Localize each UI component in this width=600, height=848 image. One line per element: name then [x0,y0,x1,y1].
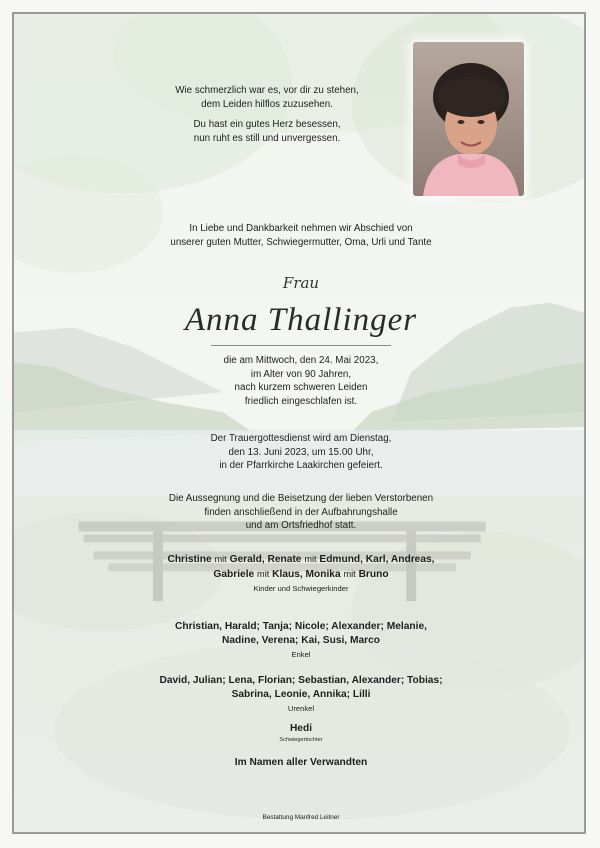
child-name: Gerald, Renate [229,554,302,565]
daughter-in-law-block [14,722,586,744]
child-name: Gabriele [213,569,255,580]
closing-line: Im Namen aller Verwandten [234,757,368,768]
poem-line-2: dem Leiden hilflos zuzusehen. [201,98,333,110]
mit-word: mit [214,554,227,564]
service-line-3: in der Pfarrkirche Laakirchen gefeiert. [219,460,383,471]
death-line-3: nach kurzem schweren Leiden [234,382,368,393]
service-line-1: Der Trauergottesdienst wird am Dienstag, [210,433,392,444]
children-line-1 [14,552,586,567]
death-block [14,354,586,408]
grandchildren-line-1: Christian, Harald; Tanja; Nicole; Alexander; Melanie, [175,621,427,632]
grandchildren-caption: Enkel [291,650,311,659]
daughter-in-law-name: Hedi [289,723,313,734]
poem-line-4: nun ruht es still und unvergessen. [193,132,341,144]
farewell-block [14,222,586,249]
child-name: Klaus, Monika [272,569,341,580]
child-name: Bruno [358,569,389,580]
great-grandchildren-line-2: Sabrina, Leonie, Annika; Lilli [231,689,371,700]
funeral-home-footer: Bestattung Manfred Leitner [262,814,340,821]
mit-word: mit [343,569,356,579]
death-line-1: die am Mittwoch, den 24. Mai 2023, [223,355,379,366]
grandchildren-block [14,620,586,660]
deceased-name: Anna Thallinger [184,302,418,338]
portrait-photo [413,42,524,196]
farewell-line-2: unserer guten Mutter, Schwiegermutter, Oma, Urli und Tante [170,236,432,248]
mit-word: mit [304,554,317,564]
burial-line-2: finden anschließend in der Aufbahrungshalle [204,506,398,518]
poem-block [142,84,392,145]
child-name: Edmund, Karl, Andreas, [319,554,435,565]
daughter-in-law-caption: Schwiegertochter [279,737,323,743]
death-line-2: im Alter von 90 Jahren, [250,368,352,380]
great-grandchildren-block [14,674,586,714]
service-block [14,432,586,473]
parte-frame [12,12,586,834]
salutation: Frau [282,274,320,292]
poem-line-3: Du hast ein gutes Herz besessen, [193,119,341,130]
mit-word: mit [257,569,270,579]
burial-block [14,492,586,533]
grandchildren-line-2: Nadine, Verena; Kai, Susi, Marco [222,635,380,646]
child-name: Christine [167,554,212,565]
death-line-4: friedlich eingeschlafen ist. [244,395,358,407]
farewell-line-1: In Liebe und Dankbarkeit nehmen wir Abschied von [189,223,413,234]
great-grandchildren-caption: Urenkel [287,704,315,713]
children-block [14,552,586,594]
name-underline [211,345,391,346]
burial-line-3: und am Ortsfriedhof statt. [245,520,357,531]
great-grandchildren-line-1: David, Julian; Lena, Florian; Sebastian, Alexander; Tobias; [159,675,443,686]
children-line-2 [14,567,586,582]
poem-line-1: Wie schmerzlich war es, vor dir zu stehen, [175,85,359,96]
children-caption: Kinder und Schwiegerkinder [253,584,349,593]
service-line-2: den 13. Juni 2023, um 15.00 Uhr, [228,446,374,458]
burial-line-1: Die Aussegnung und die Beisetzung der lieben Verstorbenen [168,493,434,504]
